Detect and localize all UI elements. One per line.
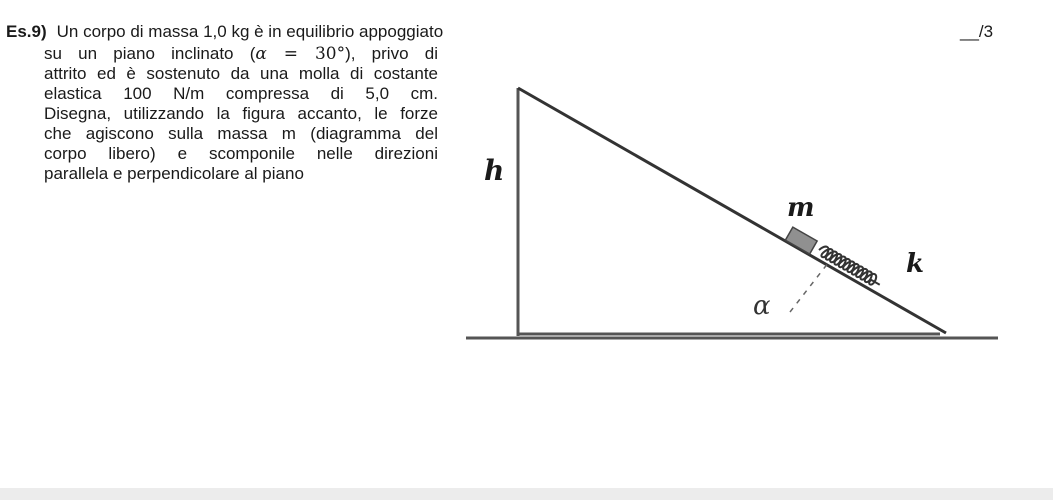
text-line-5: che agiscono sulla massa m (diagramma del [44,124,438,143]
text-line-7: parallela e perpendicolare al piano [44,164,304,183]
label-k: k [906,249,925,279]
text-line-2: attrito ed è sostenuto da una molla di costante [44,64,438,83]
label-m: m [787,193,815,223]
exercise-number: Es.9) [6,22,47,41]
text-line-3: elastica 100 N/m compressa di 5,0 cm. [44,84,438,103]
score-field: __/3 [960,22,994,41]
mass-block [785,227,817,254]
label-alpha: α [753,291,771,321]
text-line-4: Disegna, utilizzando la figura accanto, le forze [44,104,438,123]
angle-value: 30° [314,44,346,64]
incline-surface [518,88,946,333]
alpha-symbol: α [255,44,267,64]
bottom-bar [0,488,1053,500]
angle-dashed-line [790,258,832,312]
exercise-first-line: Un corpo di massa 1,0 kg è in equilibrio appoggiato [56,22,444,41]
text-line-1-end: ), privo di [345,44,438,63]
label-h: h [484,154,505,187]
text-line-1-start: su un piano inclinato ( [44,44,256,63]
equals-sign: = [266,44,315,64]
text-line-6: corpo libero) e scomponile nelle direzioni [44,144,438,163]
